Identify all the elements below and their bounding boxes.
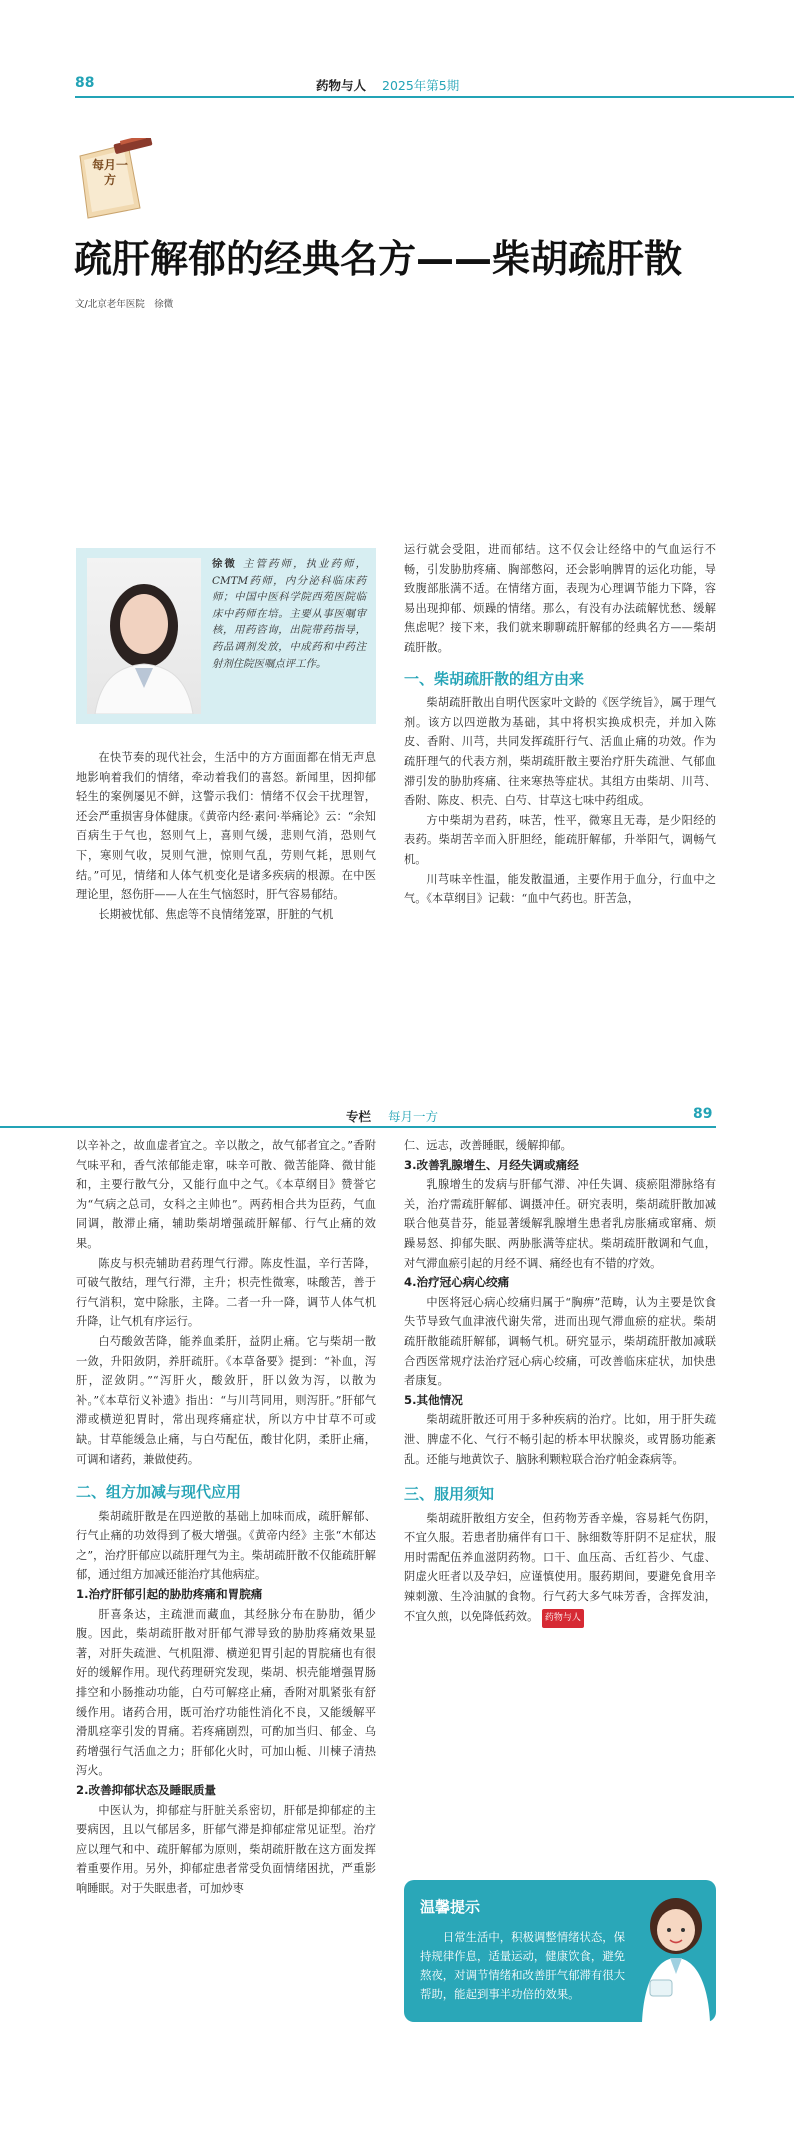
page1-left-column (76, 748, 376, 924)
paragraph: 运行就会受阻，进而郁结。这不仅会让经络中的气血运行不畅，引发胁肋疼痛、胸部憋闷，还会影响脾胃的运化功能，导致腹部胀满不适。在情绪方面，表现为心理调节能力下降，容易出现抑郁、烦躁的情绪。那么，有没有办法疏解忧愁、缓解焦虑呢？接下来，我们就来聊聊疏肝解郁的经典名方——柴胡疏肝散。 (404, 543, 716, 654)
tip-title: 温馨提示 (420, 1898, 481, 1916)
closing-text: 柴胡疏肝散组方安全，但药物芳香辛燥，容易耗气伤阴，不宜久服。若患者肋痛伴有口干、脉细数等肝阴不足症状，服用时需配伍养血滋阴药物。口干、血压高、舌红苔少、气虚、阴虚火旺者以及孕妇，应谨慎使用。服药期间，要避免食用辛辣刺激、生冷油腻的食物。行气药大多气味芳香，含挥发油，不宜久煎，以免降低药效。 (404, 1511, 716, 1623)
paragraph: 中医认为，抑郁症与肝脏关系密切，肝郁是抑郁症的主要病因，且以气郁居多，肝郁气滞是抑郁症常见证型。治疗应以理气和中、疏肝解郁为原则，柴胡疏肝散在这方面发挥着重要作用。另外，抑郁症患者常受负面情绪困扰，严重影响睡眠。对于失眠患者，可加炒枣 (76, 1803, 376, 1895)
paragraph: 在快节奏的现代社会，生活中的方方面面都在悄无声息地影响着我们的情绪，牵动着我们的喜怒。新闻里，因抑郁轻生的案例屡见不鲜，这警示我们：情绪不仅会干扰理智，还会严重损害身体健康。《黄帝内经·素问·举痛论》云：“余知百病生于气也，怒则气上，喜则气缓，悲则气消，恐则气下，寒则气收，炅则气泄，惊则气乱，劳则气耗，思则气结。”可见，情绪和人体气机变化是诸多疾病的根源。在中医理论里，怒伤肝——人在生气恼怒时，肝气容易郁结。 (76, 751, 376, 902)
column-name: 每月一方 (388, 1109, 439, 1124)
page2-left-column (76, 1136, 376, 1899)
paragraph: 柴胡疏肝散出自明代医家叶文龄的《医学统旨》，属于理气剂。该方以四逆散为基础，其中将枳实换成枳壳，并加入陈皮、香附、川芎，共同发挥疏肝行气、活血止痛的功效。作为疏肝理气的代表方剂，柴胡疏肝散主要治疗肝失疏泄、气郁血滞引发的胁肋疼痛、往来寒热等症状。其组方由柴胡、川芎、香附、陈皮、枳壳、白芍、甘草这七味中药组成。 (404, 696, 716, 808)
paragraph: 以辛补之，故血虚者宜之。辛以散之，故气郁者宜之。”香附气味平和，香气浓郁能走窜，味辛可散、微苦能降、微甘能和，主要行散气分，又能行血中之气。《本草纲目》赞誉它为“气病之总司，女科之主帅也”。两药相合共为臣药，气血同调，散滞止痛，辅助柴胡增强疏肝解郁、行气止痛的效果。 (76, 1139, 376, 1250)
tip-text: 日常生活中，积极调整情绪状态，保持规律作息，适量运动，健康饮食，避免熬夜，对调节情绪和改善肝气郁滞有很大帮助，能起到事半功倍的效果。 (420, 1930, 626, 2001)
paragraph: 肝喜条达，主疏泄而藏血，其经脉分布在胁肋，循少腹。因此，柴胡疏肝散对肝郁气滞导致的胁肋疼痛效果显著，对肝失疏泄、气机阻滞、横逆犯胃引起的胃脘痛也有很好的缓解作用。现代药理研究发现，柴胡、枳壳能增强胃肠排空和小肠推动功能，白芍可解痉止痛，香附对肌紧张有舒缓作用。诸药合用，既可治疗功能性消化不良，又能缓解平滑肌痉挛引发的胃痛。若疼痛剧烈，可酌加当归、郁金、乌药增强行气活血之力；肝郁化火时，可加山栀、川楝子清热泻火。 (76, 1607, 376, 1778)
paragraph: 长期被忧郁、焦虑等不良情绪笼罩，肝脏的气机 (98, 907, 334, 921)
author-bio: 主管药师，执业药师，CMTM药师，内分泌科临床药师；中国中医科学院西苑医院临床中药师在培。主要从事医嘱审核，用药咨询，出院带药指导，药品调剂发放，中成药和中药注射剂住院医嘱点评工作。 (212, 558, 367, 670)
subsection-heading: 4.治疗冠心病心绞痛 (404, 1275, 510, 1290)
paragraph (404, 1509, 716, 1629)
paragraph: 白芍酸敛苦降，能养血柔肝，益阴止痛。它与柴胡一散一敛，升阳敛阴，养肝疏肝。《本草备要》提到：“补血，泻肝，涩敛阴。”“泻肝火，酸敛肝，肝以敛为泻，以散为补。”《本草衍义补遗》指出：“与川芎同用，则泻肝。”肝郁气滞或横逆犯胃时，常出现疼痛症状，所以方中甘草不可或缺。甘草能缓急止痛，与白芍配伍，酸甘化阴，柔肝止痛，可调和诸药，兼做使药。 (76, 1334, 376, 1466)
author-card (76, 548, 376, 724)
paragraph: 乳腺增生的发病与肝郁气滞、冲任失调、痰瘀阻滞脉络有关，治疗需疏肝解郁、调摄冲任。研究表明，柴胡疏肝散加减联合他莫昔芬，能显著缓解乳腺增生患者乳房胀痛或窜痛、烦躁易怒、抑郁失眠、两胁胀满等症状。柴胡疏肝散调和气血，对气滞血瘀引起的月经不调、痛经也有不错的疗效。 (404, 1178, 716, 1270)
page-number: 89 (693, 1106, 713, 1122)
section-heading: 二、组方加减与现代应用 (76, 1483, 242, 1502)
column-badge (74, 138, 154, 223)
end-mark: 药物与人 (542, 1609, 584, 1629)
subsection-heading: 3.改善乳腺增生、月经失调或痛经 (404, 1157, 579, 1172)
subsection-heading: 1.治疗肝郁引起的胁肋疼痛和胃脘痛 (76, 1587, 263, 1602)
byline: 文/北京老年医院 徐微 (75, 299, 174, 310)
paragraph: 柴胡疏肝散还可用于多种疾病的治疗。比如，用于肝失疏泄、脾虚不化、气行不畅引起的桥本甲状腺炎，或胃肠功能紊乱。还能与地黄饮子、脑脉利颗粒联合治疗帕金森病等。 (404, 1413, 716, 1466)
tip-box (404, 1880, 716, 2022)
author-portrait-icon (87, 558, 201, 714)
subsection-heading: 5.其他情况 (404, 1392, 463, 1407)
section-heading: 一、柴胡疏肝散的组方由来 (404, 669, 585, 688)
pharmacist-illustration-icon (630, 1888, 722, 2022)
paragraph: 仁、远志，改善睡眠，缓解抑郁。 (404, 1139, 572, 1152)
magazine-name: 药物与人 (316, 78, 367, 93)
page-number: 88 (75, 75, 95, 91)
paragraph: 中医将冠心病心绞痛归属于“胸痹”范畴，认为主要是饮食失节导致气血津液代谢失常，进而出现气滞血瘀的症状。柴胡疏肝散能疏肝解郁，调畅气机。研究显示，柴胡疏肝散加减联合西医常规疗法治疗冠心病心绞痛，可改善临床症状，加快患者康复。 (404, 1295, 716, 1388)
paragraph: 柴胡疏肝散是在四逆散的基础上加味而成，疏肝解郁、行气止痛的功效得到了极大增强。《黄帝内经》主张“木郁达之”，治疗肝郁应以疏肝理气为主。柴胡疏肝散不仅能疏肝解郁，通过组方加减还能治疗其他病症。 (76, 1509, 376, 1582)
column-badge-label: 每月一方 (92, 158, 129, 187)
author-name: 徐微 (212, 558, 238, 570)
subsection-heading: 2.改善抑郁状态及睡眠质量 (76, 1783, 217, 1797)
page1-right-column (404, 540, 716, 909)
author-photo (87, 558, 201, 714)
paragraph: 陈皮与枳壳辅助君药理气行滞。陈皮性温，辛行苦降，可破气散结，理气行滞，主升；枳壳性微寒，味酸苦，善于行气消积，宽中除胀，主降。二者一升一降，调节人体气机升降，让气机有序运行。 (76, 1256, 376, 1329)
section-heading: 三、服用须知 (404, 1485, 495, 1504)
header-divider (75, 96, 794, 98)
issue-label: 2025年第5期 (382, 78, 460, 93)
author-bio-block (212, 556, 366, 672)
column-label: 专栏 (346, 1109, 372, 1124)
paragraph: 方中柴胡为君药，味苦，性平，微寒且无毒，是少阳经的表药。柴胡苦辛而入肝胆经，能疏肝解郁，升举阳气，调畅气机。 (404, 813, 716, 866)
header-divider (0, 1126, 716, 1128)
article-title: 疏肝解郁的经典名方——柴胡疏肝散 (74, 237, 683, 281)
paragraph: 川芎味辛性温，能发散温通，主要作用于血分，行血中之气。《本草纲目》记载：“血中气药也。肝苦急， (404, 872, 716, 906)
page2-right-column (404, 1136, 716, 1628)
